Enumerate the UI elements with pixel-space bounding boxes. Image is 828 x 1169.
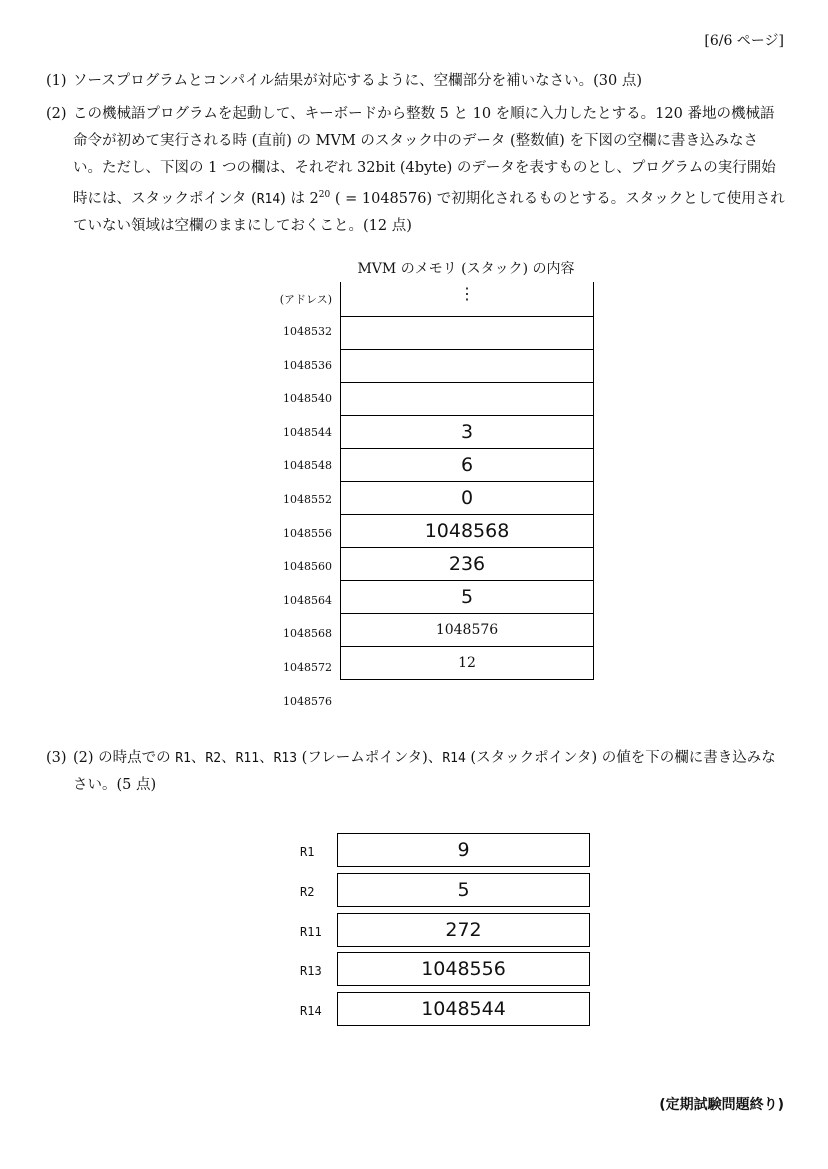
- register-name: R14: [300, 1004, 322, 1018]
- register-row-r14: [300, 992, 590, 1026]
- question-3-number: (3): [46, 750, 67, 766]
- register-ref-r14: R14: [442, 751, 466, 766]
- register-value-box[interactable]: 9: [337, 833, 590, 867]
- register-ref-r11: R11: [235, 751, 260, 766]
- question-2-text: [73, 101, 786, 240]
- end-of-exam-note: (定期試験問題終り): [659, 1097, 784, 1113]
- memory-cell[interactable]: 6: [341, 449, 593, 482]
- question-2-text-b: ) は 2: [280, 190, 319, 207]
- register-name: R1: [300, 845, 315, 859]
- register-value-box[interactable]: 5: [337, 873, 590, 907]
- memory-cell: 12: [341, 647, 593, 680]
- memory-cell[interactable]: 0: [341, 482, 593, 515]
- question-3: [46, 745, 786, 799]
- address-label: 1048540: [283, 392, 332, 405]
- address-label: 1048548: [283, 459, 332, 472]
- register-row-r11: [300, 913, 590, 947]
- page-indicator: [6/6 ページ]: [704, 33, 784, 49]
- register-name: R2: [300, 885, 315, 899]
- address-label: 1048560: [283, 560, 332, 573]
- memory-cell[interactable]: [341, 317, 593, 350]
- memory-cell[interactable]: [341, 383, 593, 416]
- memory-cell[interactable]: 1048568: [341, 515, 593, 548]
- question-1-number: (1): [46, 73, 67, 89]
- separator: 、: [190, 750, 206, 766]
- exponent: 20: [318, 190, 331, 200]
- memory-stack-table: [340, 282, 594, 680]
- memory-cell[interactable]: 5: [341, 581, 593, 614]
- register-row-r2: [300, 873, 590, 907]
- memory-cell: 1048576: [341, 614, 593, 647]
- question-2: [46, 101, 786, 240]
- memory-table-title: MVM のメモリ (スタック) の内容: [357, 261, 575, 277]
- question-3-text-3: (スタックポインタ) の値を下の欄に書き込みなさい。(5 点): [73, 750, 776, 793]
- memory-cell[interactable]: 236: [341, 548, 593, 581]
- register-name: R13: [300, 964, 322, 978]
- memory-cell[interactable]: 3: [341, 416, 593, 449]
- register-ref-r1: R1: [175, 751, 191, 766]
- register-value-box[interactable]: 1048544: [337, 992, 590, 1026]
- question-2-text-a: この機械語プログラムを起動して、キーボードから整数 5 と 10 を順に入力したとする。120 番地の機械語命令が初めて実行される時 (直前) の MVM のスタック中のデータ (整数値) を下図の空欄に書き込みなさい。ただし、下図の 1 つの欄は、それぞれ 32bit (4byte) のデータを表すものとし、プログラムの実行開始時には、スタックポインタ (: [73, 106, 776, 207]
- address-heading: (アドレス): [279, 293, 332, 306]
- address-label: 1048532: [283, 325, 332, 338]
- address-label: 1048576: [283, 695, 332, 708]
- address-label: 1048536: [283, 359, 332, 372]
- address-label: 1048568: [283, 627, 332, 640]
- question-3-text: [73, 745, 786, 799]
- register-name: R11: [300, 925, 322, 939]
- question-2-number: (2): [46, 106, 67, 122]
- register-value-box[interactable]: 1048556: [337, 952, 590, 986]
- memory-cell[interactable]: [341, 350, 593, 383]
- address-label: 1048564: [283, 594, 332, 607]
- address-label: 1048552: [283, 493, 332, 506]
- memory-cell-ellipsis: ⋮: [341, 282, 593, 317]
- register-value-box[interactable]: 272: [337, 913, 590, 947]
- separator: 、: [221, 750, 236, 766]
- question-1-text: ソースプログラムとコンパイル結果が対応するように、空欄部分を補いなさい。(30 点): [73, 73, 642, 89]
- question-3-text-2: (フレームポインタ)、: [297, 750, 443, 766]
- register-ref-r14: R14: [256, 191, 281, 207]
- address-label: 1048572: [283, 661, 332, 674]
- register-ref-r13: R13: [273, 751, 298, 766]
- question-3-text-1: (2) の時点での: [73, 750, 176, 766]
- question-1: [46, 68, 786, 95]
- address-label: 1048544: [283, 426, 332, 439]
- register-ref-r2: R2: [205, 751, 222, 766]
- register-row-r1: [300, 833, 590, 867]
- register-row-r13: [300, 952, 590, 986]
- separator: 、: [259, 750, 274, 766]
- question-2-text-c: ( = 1048576) で初期化されるものとする。スタックとして使用されていない領域は空欄のままにしておくこと。(12 点): [73, 190, 785, 234]
- address-label: 1048556: [283, 527, 332, 540]
